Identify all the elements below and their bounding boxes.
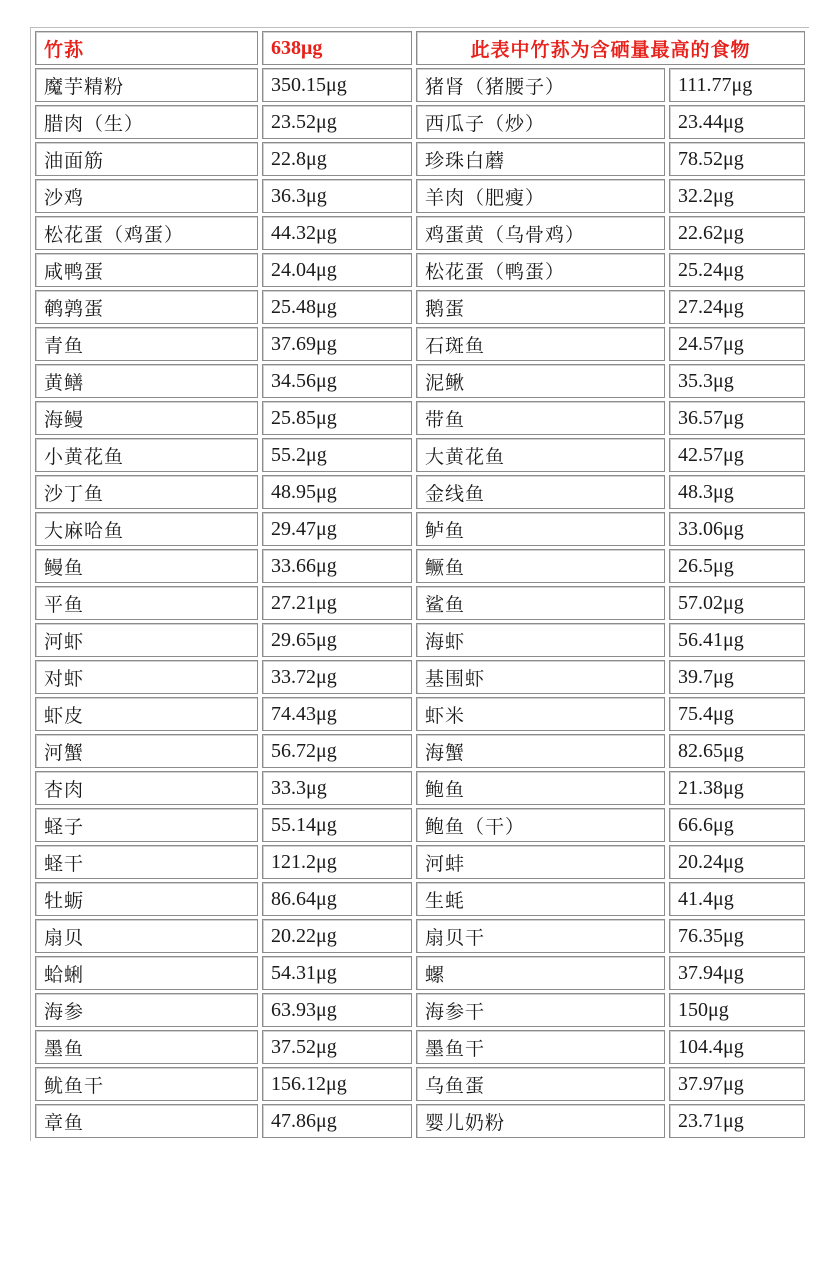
food-name-cell: 沙鸡 bbox=[35, 179, 258, 213]
food-name-cell: 海蟹 bbox=[416, 734, 665, 768]
food-name-cell: 海虾 bbox=[416, 623, 665, 657]
table-row bbox=[35, 142, 805, 176]
header-value-cell: 638μg bbox=[262, 31, 412, 65]
selenium-value-cell: 35.3μg bbox=[669, 364, 805, 398]
table-row bbox=[35, 512, 805, 546]
food-name-cell: 鲍鱼（干） bbox=[416, 808, 665, 842]
table-row bbox=[35, 68, 805, 102]
table-row bbox=[35, 327, 805, 361]
table-row bbox=[35, 956, 805, 990]
selenium-value-cell: 121.2μg bbox=[262, 845, 412, 879]
selenium-content-table bbox=[31, 28, 809, 1141]
food-name-cell: 油面筋 bbox=[35, 142, 258, 176]
selenium-value-cell: 33.06μg bbox=[669, 512, 805, 546]
food-name-cell: 鳜鱼 bbox=[416, 549, 665, 583]
food-name-cell: 鲈鱼 bbox=[416, 512, 665, 546]
food-name-cell: 松花蛋（鸭蛋） bbox=[416, 253, 665, 287]
food-name-cell: 基围虾 bbox=[416, 660, 665, 694]
food-name-cell: 鹅蛋 bbox=[416, 290, 665, 324]
selenium-value-cell: 55.2μg bbox=[262, 438, 412, 472]
selenium-value-cell: 37.69μg bbox=[262, 327, 412, 361]
selenium-value-cell: 23.71μg bbox=[669, 1104, 805, 1138]
table-row bbox=[35, 1030, 805, 1064]
food-name-cell: 蛏子 bbox=[35, 808, 258, 842]
food-name-cell: 鱿鱼干 bbox=[35, 1067, 258, 1101]
selenium-value-cell: 48.95μg bbox=[262, 475, 412, 509]
table-row bbox=[35, 1104, 805, 1138]
food-name-cell: 河虾 bbox=[35, 623, 258, 657]
selenium-value-cell: 29.47μg bbox=[262, 512, 412, 546]
selenium-value-cell: 66.6μg bbox=[669, 808, 805, 842]
food-name-cell: 扇贝 bbox=[35, 919, 258, 953]
food-name-cell: 咸鸭蛋 bbox=[35, 253, 258, 287]
selenium-value-cell: 44.32μg bbox=[262, 216, 412, 250]
table-row bbox=[35, 253, 805, 287]
food-name-cell: 墨鱼干 bbox=[416, 1030, 665, 1064]
selenium-value-cell: 27.21μg bbox=[262, 586, 412, 620]
selenium-value-cell: 156.12μg bbox=[262, 1067, 412, 1101]
selenium-value-cell: 150μg bbox=[669, 993, 805, 1027]
food-name-cell: 牡蛎 bbox=[35, 882, 258, 916]
selenium-value-cell: 39.7μg bbox=[669, 660, 805, 694]
food-name-cell: 海鳗 bbox=[35, 401, 258, 435]
table-row bbox=[35, 586, 805, 620]
selenium-value-cell: 55.14μg bbox=[262, 808, 412, 842]
selenium-value-cell: 33.3μg bbox=[262, 771, 412, 805]
food-name-cell: 泥鳅 bbox=[416, 364, 665, 398]
food-name-cell: 河蟹 bbox=[35, 734, 258, 768]
selenium-value-cell: 54.31μg bbox=[262, 956, 412, 990]
selenium-value-cell: 25.24μg bbox=[669, 253, 805, 287]
selenium-value-cell: 41.4μg bbox=[669, 882, 805, 916]
table-row bbox=[35, 697, 805, 731]
table-row bbox=[35, 882, 805, 916]
food-name-cell: 黄鳝 bbox=[35, 364, 258, 398]
food-name-cell: 蛤蜊 bbox=[35, 956, 258, 990]
selenium-value-cell: 56.72μg bbox=[262, 734, 412, 768]
selenium-value-cell: 48.3μg bbox=[669, 475, 805, 509]
food-name-cell: 带鱼 bbox=[416, 401, 665, 435]
food-name-cell: 扇贝干 bbox=[416, 919, 665, 953]
food-name-cell: 珍珠白蘑 bbox=[416, 142, 665, 176]
selenium-value-cell: 26.5μg bbox=[669, 549, 805, 583]
selenium-value-cell: 42.57μg bbox=[669, 438, 805, 472]
food-name-cell: 鲨鱼 bbox=[416, 586, 665, 620]
food-name-cell: 鲍鱼 bbox=[416, 771, 665, 805]
selenium-value-cell: 56.41μg bbox=[669, 623, 805, 657]
food-name-cell: 虾皮 bbox=[35, 697, 258, 731]
selenium-value-cell: 20.22μg bbox=[262, 919, 412, 953]
food-name-cell: 猪肾（猪腰子） bbox=[416, 68, 665, 102]
food-name-cell: 鹌鹑蛋 bbox=[35, 290, 258, 324]
table-row bbox=[35, 438, 805, 472]
table-row bbox=[35, 845, 805, 879]
selenium-value-cell: 24.57μg bbox=[669, 327, 805, 361]
table-row bbox=[35, 771, 805, 805]
food-name-cell: 河蚌 bbox=[416, 845, 665, 879]
table-row bbox=[35, 808, 805, 842]
header-note-cell: 此表中竹荪为含硒量最高的食物 bbox=[416, 31, 805, 65]
selenium-value-cell: 33.72μg bbox=[262, 660, 412, 694]
selenium-value-cell: 75.4μg bbox=[669, 697, 805, 731]
selenium-value-cell: 37.52μg bbox=[262, 1030, 412, 1064]
selenium-content-table-frame bbox=[30, 27, 809, 1141]
selenium-value-cell: 104.4μg bbox=[669, 1030, 805, 1064]
selenium-value-cell: 36.57μg bbox=[669, 401, 805, 435]
selenium-value-cell: 57.02μg bbox=[669, 586, 805, 620]
table-row bbox=[35, 549, 805, 583]
table-row bbox=[35, 105, 805, 139]
food-name-cell: 乌鱼蛋 bbox=[416, 1067, 665, 1101]
selenium-value-cell: 36.3μg bbox=[262, 179, 412, 213]
selenium-value-cell: 22.8μg bbox=[262, 142, 412, 176]
table-row bbox=[35, 216, 805, 250]
selenium-value-cell: 76.35μg bbox=[669, 919, 805, 953]
food-name-cell: 魔芋精粉 bbox=[35, 68, 258, 102]
selenium-value-cell: 25.48μg bbox=[262, 290, 412, 324]
selenium-value-cell: 33.66μg bbox=[262, 549, 412, 583]
food-name-cell: 石斑鱼 bbox=[416, 327, 665, 361]
selenium-value-cell: 22.62μg bbox=[669, 216, 805, 250]
table-row bbox=[35, 734, 805, 768]
selenium-value-cell: 74.43μg bbox=[262, 697, 412, 731]
selenium-value-cell: 25.85μg bbox=[262, 401, 412, 435]
selenium-value-cell: 86.64μg bbox=[262, 882, 412, 916]
table-row bbox=[35, 623, 805, 657]
selenium-value-cell: 111.77μg bbox=[669, 68, 805, 102]
food-name-cell: 金线鱼 bbox=[416, 475, 665, 509]
selenium-value-cell: 24.04μg bbox=[262, 253, 412, 287]
table-row bbox=[35, 290, 805, 324]
selenium-value-cell: 32.2μg bbox=[669, 179, 805, 213]
food-name-cell: 青鱼 bbox=[35, 327, 258, 361]
food-name-cell: 腊肉（生） bbox=[35, 105, 258, 139]
food-name-cell: 蛏干 bbox=[35, 845, 258, 879]
selenium-value-cell: 350.15μg bbox=[262, 68, 412, 102]
table-row bbox=[35, 1067, 805, 1101]
header-food-cell: 竹荪 bbox=[35, 31, 258, 65]
selenium-value-cell: 29.65μg bbox=[262, 623, 412, 657]
food-name-cell: 对虾 bbox=[35, 660, 258, 694]
table-row bbox=[35, 660, 805, 694]
food-name-cell: 大麻哈鱼 bbox=[35, 512, 258, 546]
table-row bbox=[35, 364, 805, 398]
selenium-value-cell: 47.86μg bbox=[262, 1104, 412, 1138]
selenium-value-cell: 23.44μg bbox=[669, 105, 805, 139]
food-name-cell: 生蚝 bbox=[416, 882, 665, 916]
selenium-value-cell: 21.38μg bbox=[669, 771, 805, 805]
selenium-value-cell: 63.93μg bbox=[262, 993, 412, 1027]
selenium-value-cell: 37.94μg bbox=[669, 956, 805, 990]
food-name-cell: 平鱼 bbox=[35, 586, 258, 620]
food-name-cell: 杏肉 bbox=[35, 771, 258, 805]
food-name-cell: 小黄花鱼 bbox=[35, 438, 258, 472]
selenium-value-cell: 78.52μg bbox=[669, 142, 805, 176]
selenium-value-cell: 82.65μg bbox=[669, 734, 805, 768]
food-name-cell: 海参干 bbox=[416, 993, 665, 1027]
food-name-cell: 鸡蛋黄（乌骨鸡） bbox=[416, 216, 665, 250]
food-name-cell: 大黄花鱼 bbox=[416, 438, 665, 472]
food-name-cell: 海参 bbox=[35, 993, 258, 1027]
table-row bbox=[35, 919, 805, 953]
food-name-cell: 虾米 bbox=[416, 697, 665, 731]
selenium-value-cell: 37.97μg bbox=[669, 1067, 805, 1101]
selenium-value-cell: 34.56μg bbox=[262, 364, 412, 398]
food-name-cell: 西瓜子（炒） bbox=[416, 105, 665, 139]
food-name-cell: 婴儿奶粉 bbox=[416, 1104, 665, 1138]
food-name-cell: 墨鱼 bbox=[35, 1030, 258, 1064]
table-row bbox=[35, 475, 805, 509]
food-name-cell: 章鱼 bbox=[35, 1104, 258, 1138]
table-row bbox=[35, 993, 805, 1027]
table-row bbox=[35, 179, 805, 213]
selenium-value-cell: 23.52μg bbox=[262, 105, 412, 139]
table-header-row bbox=[35, 31, 805, 65]
food-name-cell: 螺 bbox=[416, 956, 665, 990]
food-name-cell: 鳗鱼 bbox=[35, 549, 258, 583]
food-name-cell: 羊肉（肥瘦） bbox=[416, 179, 665, 213]
table-body bbox=[35, 31, 805, 1138]
table-row bbox=[35, 401, 805, 435]
selenium-value-cell: 27.24μg bbox=[669, 290, 805, 324]
food-name-cell: 松花蛋（鸡蛋） bbox=[35, 216, 258, 250]
selenium-value-cell: 20.24μg bbox=[669, 845, 805, 879]
food-name-cell: 沙丁鱼 bbox=[35, 475, 258, 509]
